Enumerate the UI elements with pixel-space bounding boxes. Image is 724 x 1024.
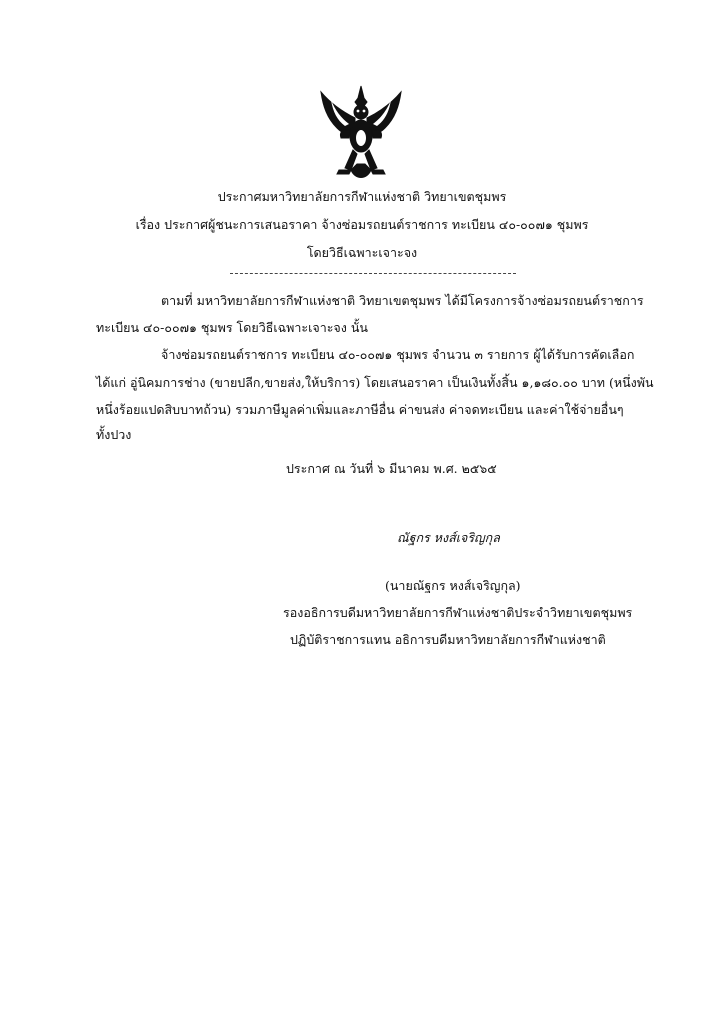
signature-handwritten: ณัฐกร หงส์เจริญกุล [397,530,500,545]
garuda-emblem-icon [315,84,407,184]
paragraph-2-line-2: ได้แก่ อู่นิคมการช่าง (ขายปลีก,ขายส่ง,ให้บริการ) โดยเสนอราคา เป็นเงินทั้งสิ้น ๑,๑๘๐.๐๐ บาท (หนึ่งพัน [96,375,654,390]
paragraph-2-line-3: หนึ่งร้อยแปดสิบบาทถ้วน) รวมภาษีมูลค่าเพิ่มและภาษีอื่น ค่าขนส่ง ค่าจดทะเบียน และค่าใช้จ่ายอื่นๆ [96,402,624,417]
paragraph-1-line-2: ทะเบียน ๔๐-๐๐๗๑ ชุมพร โดยวิธีเฉพาะเจาะจง นั้น [96,320,368,335]
divider-line [230,273,516,274]
signatory-acting-for: ปฏิบัติราชการแทน อธิการบดีมหาวิทยาลัยการกีฬาแห่งชาติ [290,632,606,647]
procurement-method: โดยวิธีเฉพาะเจาะจง [306,245,418,260]
announcement-date: ประกาศ ณ วันที่ ๖ มีนาคม พ.ศ. ๒๕๖๕ [286,461,497,476]
paragraph-1-line-1: ตามที่ มหาวิทยาลัยการกีฬาแห่งชาติ วิทยาเขตชุมพร ได้มีโครงการจ้างซ่อมรถยนต์ราชการ [161,293,644,308]
announcement-subject: เรื่อง ประกาศผู้ชนะการเสนอราคา จ้างซ่อมรถยนต์ราชการ ทะเบียน ๔๐-๐๐๗๑ ชุมพร [135,217,589,232]
paragraph-2-line-1: จ้างซ่อมรถยนต์ราชการ ทะเบียน ๔๐-๐๐๗๑ ชุมพร จำนวน ๓ รายการ ผู้ได้รับการคัดเลือก [161,347,635,362]
announcement-title: ประกาศมหาวิทยาลัยการกีฬาแห่งชาติ วิทยาเขตชุมพร [217,189,507,204]
signatory-name: (นายณัฐกร หงส์เจริญกุล) [385,578,521,593]
signatory-position: รองอธิการบดีมหาวิทยาลัยการกีฬาแห่งชาติประจำวิทยาเขตชุมพร [283,605,633,620]
paragraph-2-line-4: ทั้งปวง [96,427,132,442]
